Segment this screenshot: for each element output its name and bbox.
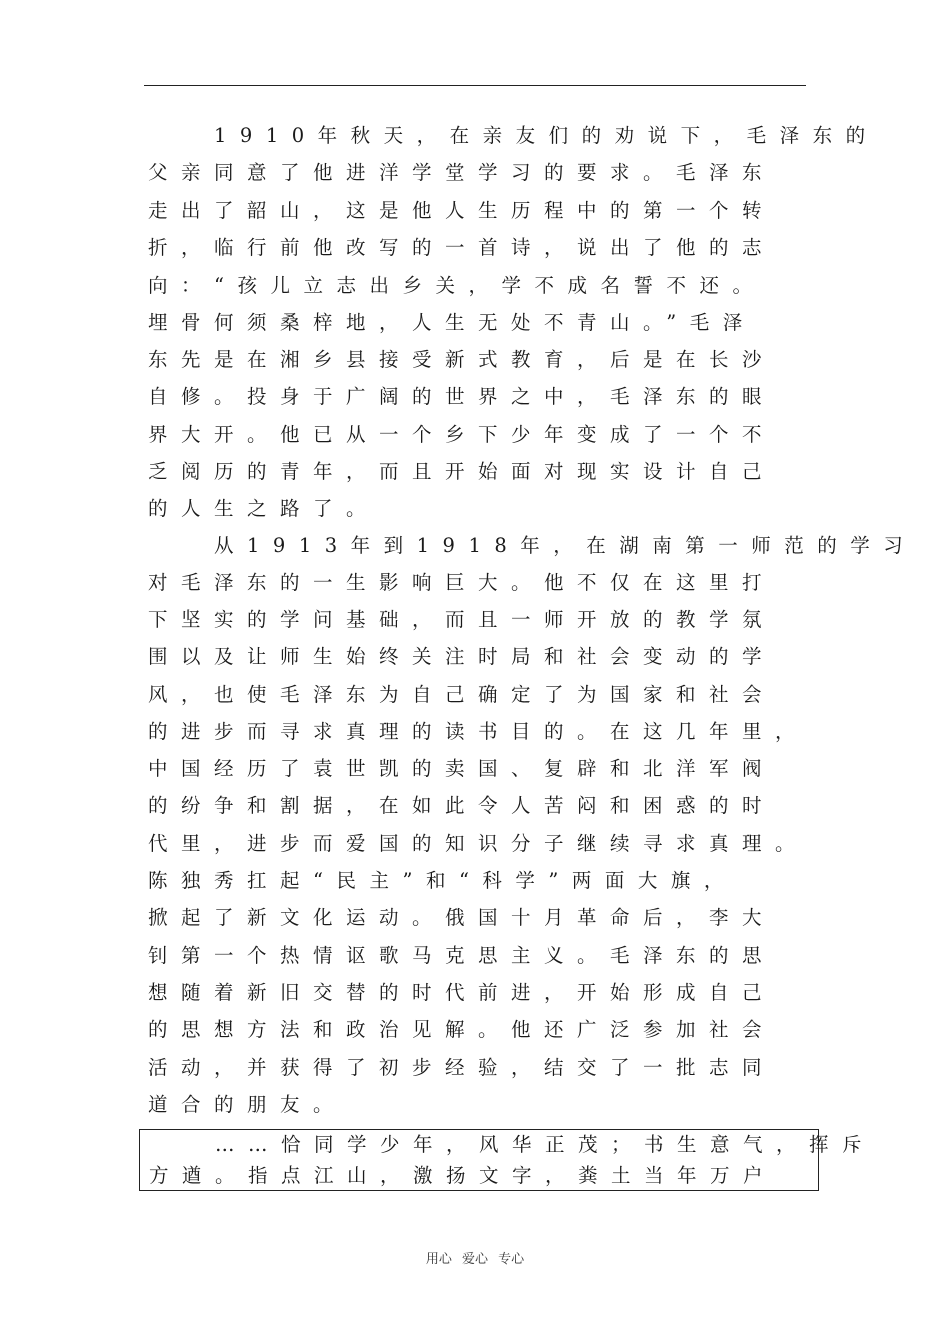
paragraph-2-line: 活动，并获得了初步经验，结交了一批志同 bbox=[148, 1056, 776, 1079]
paragraph-1-line: 折，临行前他改写的一首诗，说出了他的志 bbox=[148, 236, 776, 259]
paragraph-2-line: 掀起了新文化运动。俄国十月革命后，李大 bbox=[148, 906, 776, 929]
paragraph-2-line: 中国经历了袁世凯的卖国、复辟和北洋军阀 bbox=[148, 757, 776, 780]
paragraph-1-line: 走出了韶山，这是他人生历程中的第一个转 bbox=[148, 199, 776, 222]
paragraph-2-line: 风，也使毛泽东为自己确定了为国家和社会 bbox=[148, 683, 776, 706]
paragraph-2-line: 代里，进步而爱国的知识分子继续寻求真理。 bbox=[148, 832, 809, 855]
paragraph-1-line: 1910年秋天，在亲友们的劝说下，毛泽东的 bbox=[148, 124, 879, 147]
paragraph-1-line: 向：“孩儿立志出乡关，学不成名誓不还。 bbox=[148, 274, 766, 297]
paragraph-2-line: 道合的朋友。 bbox=[148, 1093, 347, 1116]
paragraph-2-line: 陈独秀扛起“民主”和“科学”两面大旗， bbox=[148, 869, 737, 892]
paragraph-2-line: 下坚实的学问基础，而且一师开放的教学氛 bbox=[148, 608, 776, 631]
paragraph-1-line: 乏阅历的青年，而且开始面对现实设计自己 bbox=[148, 460, 776, 483]
paragraph-2-line: 从1913年到1918年，在湖南第一师范的学习 bbox=[148, 534, 917, 557]
paragraph-2-line: 想随着新旧交替的时代前进，开始形成自己 bbox=[148, 981, 776, 1004]
paragraph-2-line: 对毛泽东的一生影响巨大。他不仅在这里打 bbox=[148, 571, 776, 594]
poem-line: 方遒。指点江山，激扬文字，粪土当年万户 bbox=[149, 1164, 777, 1187]
paragraph-1-line: 东先是在湘乡县接受新式教育，后是在长沙 bbox=[148, 348, 776, 371]
paragraph-2-line: 钊第一个热情讴歌马克思主义。毛泽东的思 bbox=[148, 944, 776, 967]
page-footer: 用心 爱心 专心 bbox=[425, 1252, 525, 1267]
paragraph-2-line: 的进步而寻求真理的读书目的。在这几年里， bbox=[148, 720, 809, 743]
paragraph-1-line: 界大开。他已从一个乡下少年变成了一个不 bbox=[148, 423, 776, 446]
poem-box bbox=[139, 1129, 876, 1191]
paragraph-2-line: 的思想方法和政治见解。他还广泛参加社会 bbox=[148, 1018, 776, 1041]
paragraph-1-line: 父亲同意了他进洋学堂学习的要求。毛泽东 bbox=[148, 161, 776, 184]
poem-line: ……恰同学少年，风华正茂；书生意气，挥斥 bbox=[149, 1133, 876, 1156]
paragraph-1-line: 自修。投身于广阔的世界之中，毛泽东的眼 bbox=[148, 385, 776, 408]
paragraph-1-line: 的人生之路了。 bbox=[148, 497, 380, 520]
paragraph-2-line: 的纷争和割据，在如此令人苦闷和困惑的时 bbox=[148, 794, 776, 817]
paragraph-1-line: 埋骨何须桑梓地，人生无处不青山。”毛泽 bbox=[148, 311, 756, 334]
header-rule bbox=[144, 85, 806, 86]
paragraph-2-line: 围以及让师生始终关注时局和社会变动的学 bbox=[148, 645, 776, 668]
